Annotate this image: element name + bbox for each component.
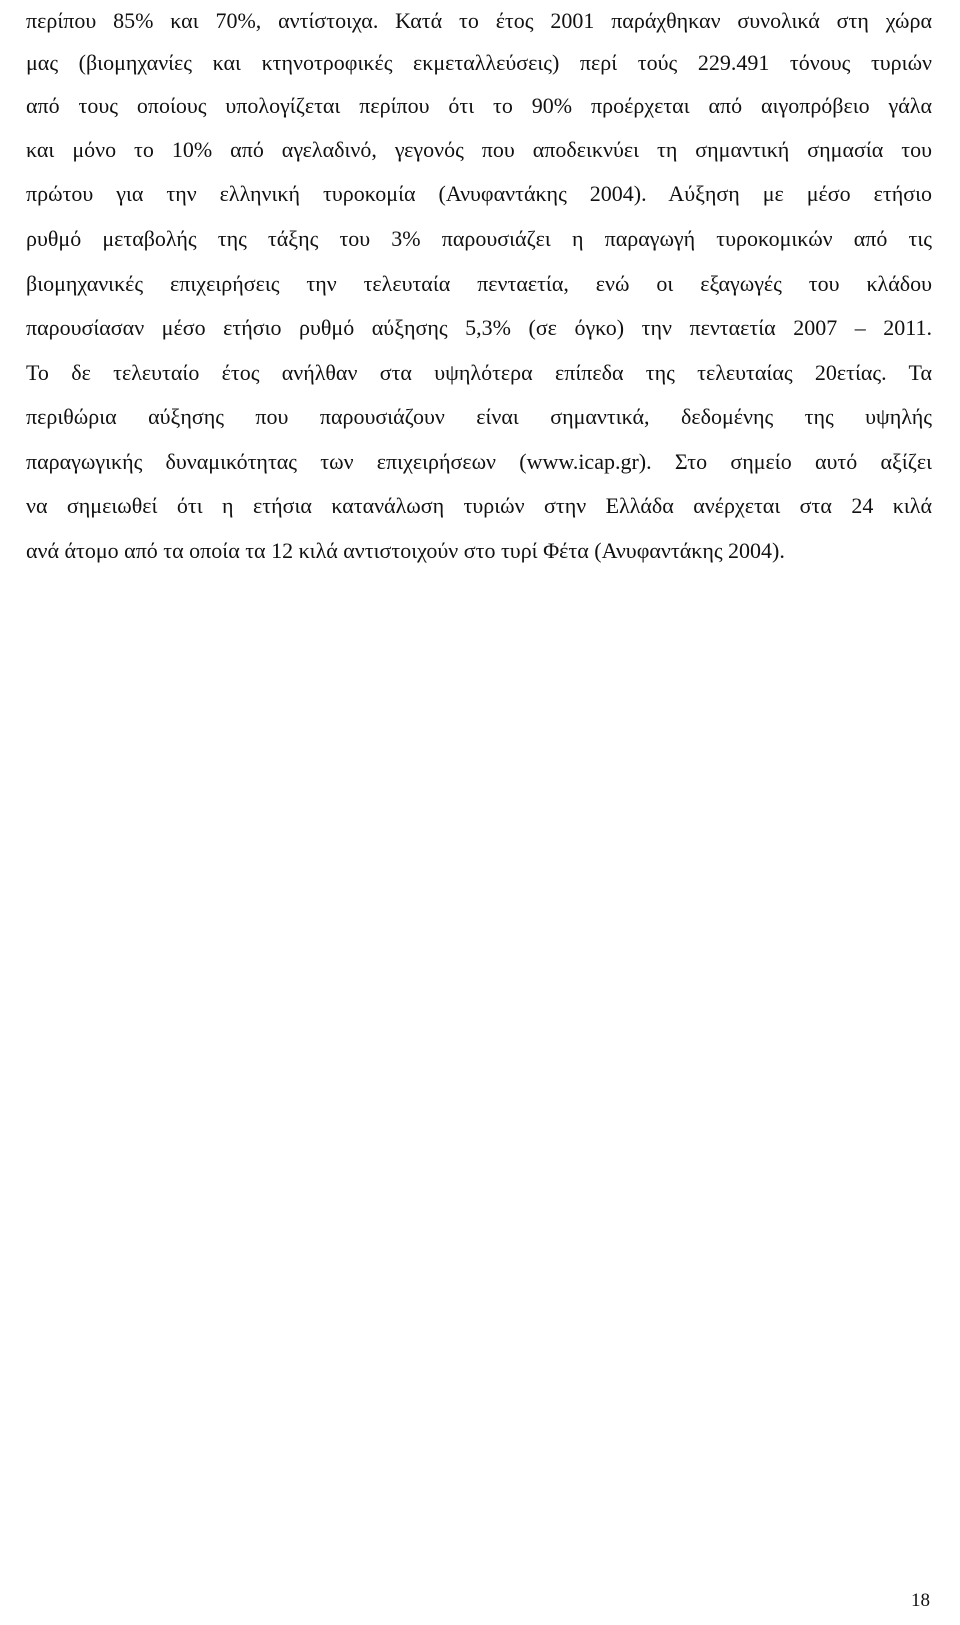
paragraph-line: πρώτου για την ελληνική τυροκομία (Ανυφαντάκης 2004). Αύξηση με μέσο ετήσιο — [26, 181, 932, 206]
paragraph-line: ρυθμό μεταβολής της τάξης του 3% παρουσιάζει η παραγωγή τυροκομικών από τις — [26, 226, 932, 251]
paragraph-line: ανά άτομο από τα οποία τα 12 κιλά αντιστοιχούν στο τυρί Φέτα (Ανυφαντάκης 2004). — [26, 538, 785, 563]
paragraph-line: περιθώρια αύξησης που παρουσιάζουν είναι σημαντικά, δεδομένης της υψηλής — [26, 404, 932, 429]
paragraph-line: παραγωγικής δυναμικότητας των επιχειρήσεων (www.icap.gr). Στο σημείο αυτό αξίζει — [26, 449, 932, 474]
paragraph-line: Το δε τελευταίο έτος ανήλθαν στα υψηλότερα επίπεδα της τελευταίας 20ετίας. Τα — [26, 360, 932, 385]
paragraph-line: βιομηχανικές επιχειρήσεις την τελευταία πενταετία, ενώ οι εξαγωγές του κλάδου — [26, 271, 932, 296]
paragraph-line: περίπου 85% και 70%, αντίστοιχα. Κατά το έτος 2001 παράχθηκαν συνολικά στη χώρα — [26, 8, 932, 33]
paragraph-line: παρουσίασαν μέσο ετήσιο ρυθμό αύξησης 5,3% (σε όγκο) την πενταετία 2007 – 2011. — [26, 315, 932, 340]
paragraph-line: και μόνο το 10% από αγελαδινό, γεγονός που αποδεικνύει τη σημαντική σημασία του — [26, 137, 932, 162]
paragraph-line: μας (βιομηχανίες και κτηνοτροφικές εκμεταλλεύσεις) περί τούς 229.491 τόνους τυριών — [26, 50, 932, 75]
paragraph-line: να σημειωθεί ότι η ετήσια κατανάλωση τυριών στην Ελλάδα ανέρχεται στα 24 κιλά — [26, 493, 932, 518]
page-number: 18 — [911, 1590, 930, 1611]
paragraph-line: από τους οποίους υπολογίζεται περίπου ότι το 90% προέρχεται από αιγοπρόβειο γάλα — [26, 93, 932, 118]
